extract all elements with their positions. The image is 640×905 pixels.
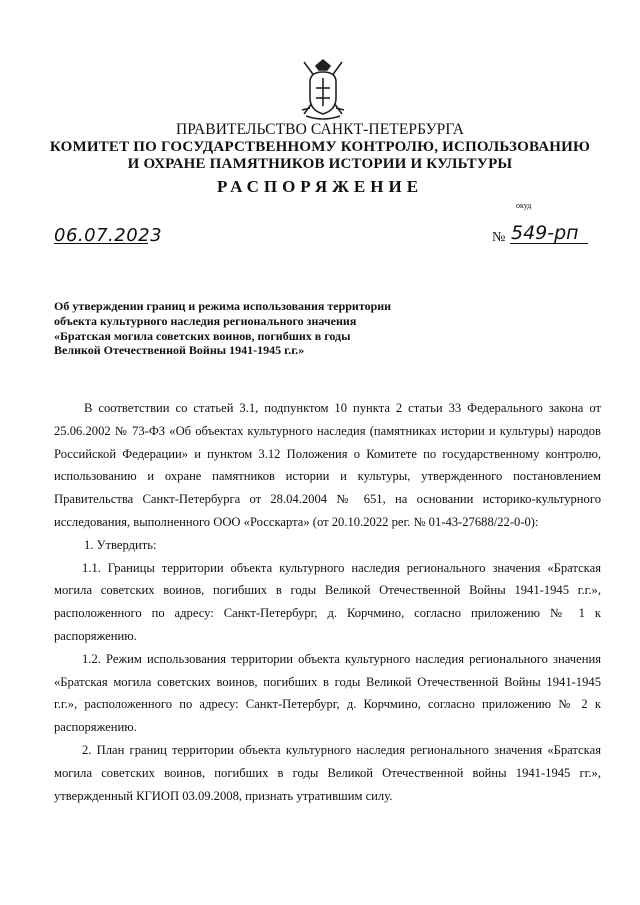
date-underline bbox=[54, 243, 148, 244]
number-sign: № bbox=[492, 230, 506, 245]
number-underline bbox=[510, 243, 588, 244]
title-line: «Братская могила советских воинов, погибших в годы bbox=[54, 328, 351, 343]
okud-label: окуд bbox=[516, 201, 532, 210]
document-date: 06.07.2023 bbox=[54, 225, 163, 246]
title-line: Об утверждении границ и режима использования территории bbox=[54, 299, 392, 313]
document-title bbox=[54, 299, 391, 358]
committee-name-line2: И ОХРАНЕ ПАМЯТНИКОВ ИСТОРИИ И КУЛЬТУРЫ bbox=[127, 156, 513, 172]
document-type: РАСПОРЯЖЕНИЕ bbox=[216, 177, 424, 196]
item-2-paragraph: 2. План границ территории объекта культурного наследия регионального значения «Братская могила советских воинов, погибших в годы Великой Отечественной войны 1941-1945 гг.», утвержденный КГИОП 03.09.2008, признать утратившим силу. bbox=[54, 742, 601, 803]
document-number: 549-рп bbox=[511, 222, 579, 244]
committee-name-line1: КОМИТЕТ ПО ГОСУДАРСТВЕННОМУ КОНТРОЛЮ, ИСПОЛЬЗОВАНИЮ bbox=[49, 139, 591, 155]
item-1-1-paragraph: 1.1. Границы территории объекта культурного наследия регионального значения «Братская могила советских воинов, погибших в годы Великой Отечественной Войны 1941-1945 г.г.», расположенного по адресу: Санкт-Петербург, д. Корчмино, согласно приложению № 1 к распоряжению. bbox=[54, 560, 601, 643]
coat-of-arms-icon bbox=[296, 58, 350, 122]
document-body bbox=[54, 397, 601, 807]
preamble-paragraph: В соответствии со статьей 3.1, подпунктом 10 пункта 2 статьи 33 Федерального закона от 25.06.2002 № 73-ФЗ «Об объектах культурного наследия (памятниках истории и культуры) народов Российской Федерации» и пунктом 3.12 Положения о Комитете по государственному контролю, использованию и охране памятников истории и культуры, утвержденного постановлением Правительства Санкт-Петербурга от 28.04.2004 № 651, на основании историко-культурного исследования, выполненного ООО «Росскарта» (от 20.10.2022 рег. № 01-43-27688/22-0-0): bbox=[54, 401, 601, 529]
title-line: объекта культурного наследия регионального значения bbox=[54, 313, 357, 328]
title-line: Великой Отечественной Войны 1941-1945 г.г.» bbox=[54, 343, 305, 358]
item-1-paragraph: 1. Утвердить: bbox=[84, 537, 157, 552]
item-1-2-paragraph: 1.2. Режим использования территории объекта культурного наследия регионального значения «Братская могила советских воинов, погибших в годы Великой Отечественной Войны 1941-1945 г.г.», расположенного по адресу: Санкт-Петербург, д. Корчмино, согласно приложению № 2 к распоряжению. bbox=[54, 651, 601, 735]
government-name: ПРАВИТЕЛЬСТВО САНКТ-ПЕТЕРБУРГА bbox=[175, 121, 465, 138]
